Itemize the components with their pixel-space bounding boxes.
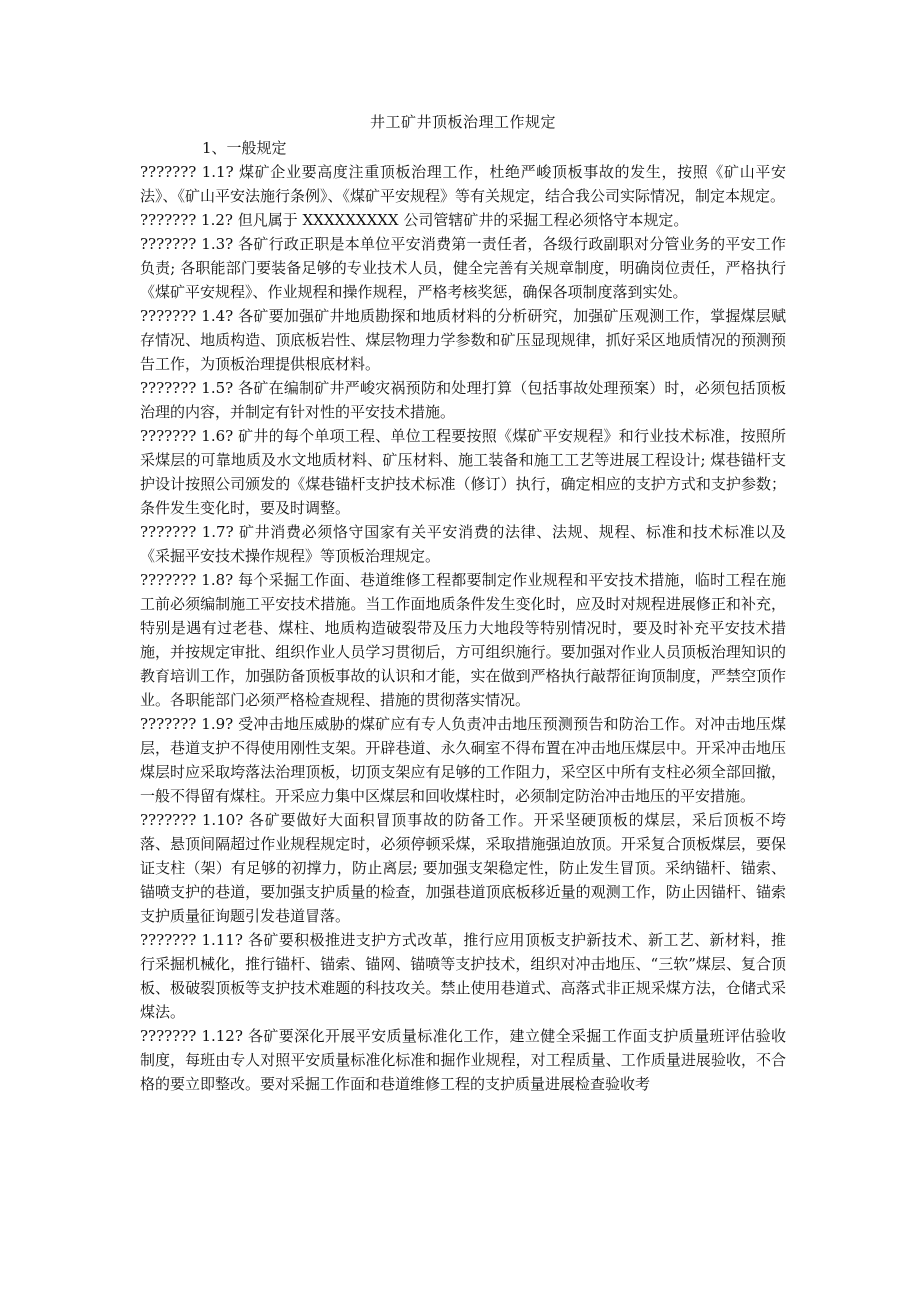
paragraph-1-9: ??????? 1.9? 受冲击地压威胁的煤矿应有专人负责冲击地压预测预告和防治工作。对冲击地压煤层，巷道支护不得使用刚性支架。开辟巷道、永久硐室不得布置在冲击地压煤层中。开采冲击地压煤层时应采取垮落法治理顶板，切顶支架应有足够的工作阻力，采空区中所有支柱必须全部回撤，一般不得留有煤柱。开采应力集中区煤层和回收煤柱时，必须制定防治冲击地压的平安措施。 bbox=[140, 715, 786, 805]
paragraph-1-8: ??????? 1.8? 每个采掘工作面、巷道维修工程都要制定作业规程和平安技术措施，临时工程在施工前必须编制施工平安技术措施。当工作面地质条件发生变化时，应及时对规程进展修正和补充，特别是遇有过老巷、煤柱、地质构造破裂带及压力大地段等特别情况时，要及时补充平安技术措施，并按规定审批、组织作业人员学习贯彻后，方可组织施行。要加强对作业人员顶板治理知识的教育培训工作，加强防备顶板事故的认识和才能，实在做到严格执行敲帮征询顶制度，严禁空顶作业。各职能部门必须严格检查规程、措施的贯彻落实情况。 bbox=[140, 571, 786, 709]
paragraph-1-1: ??????? 1.1? 煤矿企业要高度注重顶板治理工作，杜绝严峻顶板事故的发生，按照《矿山平安法》、《矿山平安法施行条例》、《煤矿平安规程》等有关规定，结合我公司实际情况，制定本规定。 bbox=[140, 163, 786, 205]
paragraph-1-4: ??????? 1.4? 各矿要加强矿井地质勘探和地质材料的分析研究，加强矿压观测工作，掌握煤层赋存情况、地质构造、顶底板岩性、煤层物理力学参数和矿压显现规律，抓好采区地质情况的预测预告工作，为顶板治理提供根底材料。 bbox=[140, 307, 786, 373]
section-heading: 1、一般规定 bbox=[202, 139, 287, 157]
document-page bbox=[140, 112, 786, 1096]
paragraph-1-7: ??????? 1.7? 矿井消费必须恪守国家有关平安消费的法律、法规、规程、标准和技术标准以及《采掘平安技术操作规程》等顶板治理规定。 bbox=[140, 523, 786, 565]
paragraph-1-6: ??????? 1.6? 矿井的每个单项工程、单位工程要按照《煤矿平安规程》和行业技术标准，按照所采煤层的可靠地质及水文地质材料、矿压材料、施工装备和施工工艺等进展工程设计; 煤巷锚杆支护设计按照公司颁发的《煤巷锚杆支护技术标准（修订）执行，确定相应的支护方式和支护参数；条件发生变化时，要及时调整。 bbox=[140, 427, 786, 517]
document-title: 井工矿井顶板治理工作规定 bbox=[369, 113, 556, 131]
paragraph-1-2: ??????? 1.2? 但凡属于 XXXXXXXXX 公司管辖矿井的采掘工程必须恪守本规定。 bbox=[140, 211, 689, 229]
paragraph-1-12: ??????? 1.12? 各矿要深化开展平安质量标准化工作，建立健全采掘工作面支护质量班评估验收制度，每班由专人对照平安质量标准化标准和掘作业规程，对工程质量、工作质量进展验收，不合格的要立即整改。要对采掘工作面和巷道维修工程的支护质量进展检查验收考 bbox=[140, 1027, 786, 1093]
paragraph-1-5: ??????? 1.5? 各矿在编制矿井严峻灾祸预防和处理打算（包括事故处理预案）时，必须包括顶板治理的内容，并制定有针对性的平安技术措施。 bbox=[140, 379, 786, 421]
paragraph-1-3: ??????? 1.3? 各矿行政正职是本单位平安消费第一责任者，各级行政副职对分管业务的平安工作负责; 各职能部门要装备足够的专业技术人员，健全完善有关规章制度，明确岗位责任，严格执行《煤矿平安规程》、作业规程和操作规程，严格考核奖惩，确保各项制度落到实处。 bbox=[140, 235, 786, 301]
paragraph-1-11: ??????? 1.11? 各矿要积极推进支护方式改革，推行应用顶板支护新技术、新工艺、新材料，推行采掘机械化，推行锚杆、锚索、锚网、锚喷等支护技术，组织对冲击地压、“三软”煤层、复合顶板、极破裂顶板等支护技术难题的科技攻关。禁止使用巷道式、高落式非正规采煤方法，仓储式采煤法。 bbox=[140, 931, 786, 1021]
paragraph-1-10: ??????? 1.10? 各矿要做好大面积冒顶事故的防备工作。开采坚硬顶板的煤层，采后顶板不垮落、悬顶间隔超过作业规程规定时，必须停顿采煤，采取措施强迫放顶。开采复合顶板煤层，要保证支柱（架）有足够的初撑力，防止离层; 要加强支架稳定性，防止发生冒顶。采纳锚杆、锚索、锚喷支护的巷道，要加强支护质量的检查，加强巷道顶底板移近量的观测工作，防止因锚杆、锚索支护质量征询题引发巷道冒落。 bbox=[140, 811, 786, 925]
